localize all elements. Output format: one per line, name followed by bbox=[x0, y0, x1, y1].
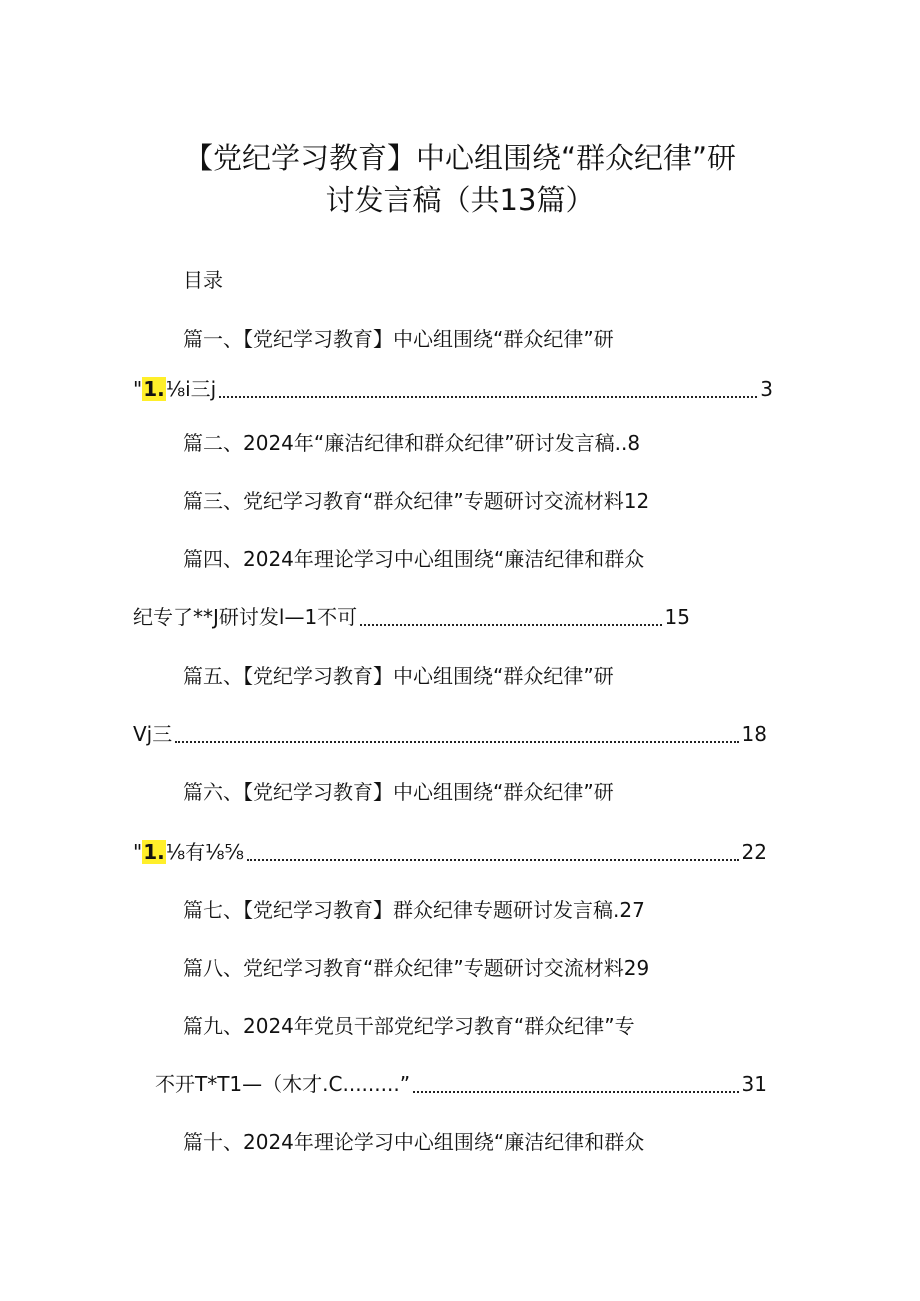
toc-entry-4-line-2[interactable] bbox=[133, 603, 690, 631]
toc-entry-4-page: 15 bbox=[664, 605, 690, 629]
toc-entry-8[interactable]: 篇八、党纪学习教育“群众纪律”专题研讨交流材料29 bbox=[183, 956, 650, 980]
toc-entry-7[interactable]: 篇七、【党纪学习教育】群众纪律专题研讨发言稿.27 bbox=[183, 898, 645, 922]
toc-entry-6-text: "1.⅛有⅛⅝ bbox=[133, 840, 244, 864]
toc-entry-2[interactable]: 篇二、2024年“廉洁纪律和群众纪律”研讨发言稿..8 bbox=[183, 431, 641, 455]
toc-entry-4-text: 纪专了**J研讨发l—1不可 bbox=[133, 605, 358, 629]
highlight-mark: 1. bbox=[143, 840, 165, 864]
toc-entry-1-page: 3 bbox=[760, 377, 773, 401]
toc-entry-6-line-1: 篇六、【党纪学习教育】中心组围绕“群众纪律”研 bbox=[183, 780, 614, 804]
toc-entry-1-line-1: 篇一、【党纪学习教育】中心组围绕“群众纪律”研 bbox=[183, 327, 614, 351]
toc-entry-5-page: 18 bbox=[741, 722, 767, 746]
toc-entry-9-line-2[interactable] bbox=[155, 1070, 767, 1098]
toc-entry-5-line-1: 篇五、【党纪学习教育】中心组围绕“群众纪律”研 bbox=[183, 664, 614, 688]
toc-entry-9-page: 31 bbox=[741, 1072, 767, 1096]
toc-entry-9-line-1: 篇九、2024年党员干部党纪学习教育“群众纪律”专 bbox=[183, 1014, 635, 1038]
toc-heading: 目录 bbox=[183, 268, 223, 292]
toc-entry-5-text: Vj三 bbox=[133, 722, 173, 746]
dot-leader bbox=[175, 740, 738, 743]
toc-entry-10-line-1[interactable]: 篇十、2024年理论学习中心组围绕“廉洁纪律和群众 bbox=[183, 1130, 645, 1154]
dot-leader bbox=[247, 858, 739, 861]
toc-entry-6-page: 22 bbox=[741, 840, 767, 864]
toc-entry-5-line-2[interactable] bbox=[133, 720, 767, 748]
highlight-mark: 1. bbox=[143, 377, 165, 401]
toc-entry-1-line-2[interactable] bbox=[133, 375, 773, 403]
document-title-line-2: 讨发言稿（共13篇） bbox=[325, 183, 595, 217]
toc-entry-9-text: 不开T*T1—（木才.C.........” bbox=[155, 1072, 411, 1096]
dot-leader bbox=[360, 623, 661, 626]
toc-entry-6-line-2[interactable] bbox=[133, 838, 767, 866]
dot-leader bbox=[219, 395, 757, 398]
toc-entry-4-line-1: 篇四、2024年理论学习中心组围绕“廉洁纪律和群众 bbox=[183, 547, 645, 571]
toc-entry-3[interactable]: 篇三、党纪学习教育“群众纪律”专题研讨交流材料12 bbox=[183, 489, 650, 513]
document-title-line-1: 【党纪学习教育】中心组围绕“群众纪律”研 bbox=[183, 141, 737, 175]
dot-leader bbox=[413, 1090, 738, 1093]
toc-entry-1-text: "1.⅛i三j bbox=[133, 377, 217, 401]
